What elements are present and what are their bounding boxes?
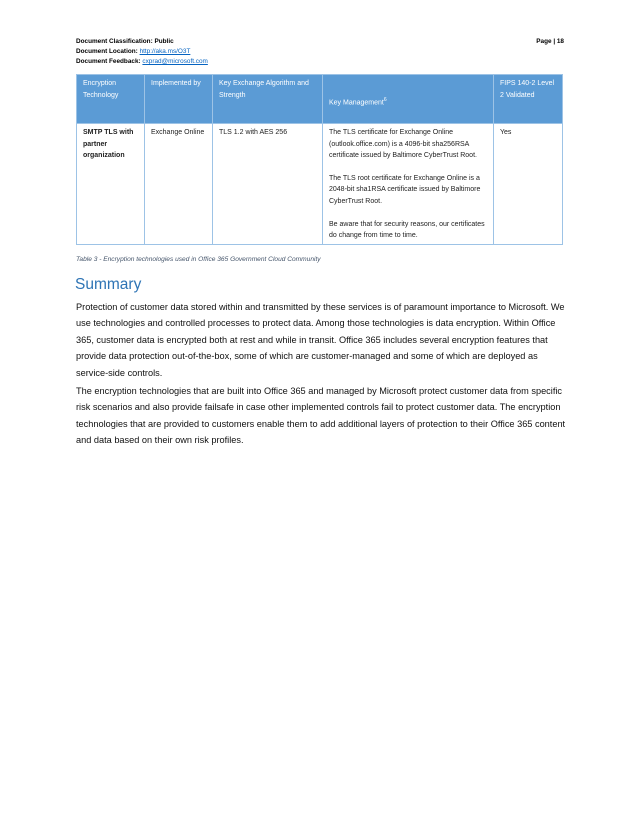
location-line: Document Location: http://aka.ms/O3T xyxy=(76,48,191,55)
summary-paragraph-1: Protection of customer data stored within and transmitted by these services is of paramount importance to Microsoft. We use technologies and controlled processes to protect data. Among those technologies is data encryption. Within Office 365, customer data is encrypted both at rest and while in transit. Office 365 includes several encryption features that provide data protection out-of-the-box, some of which are customer-managed and some of which are deployed as service-side controls. xyxy=(76,302,565,378)
cell-key-management xyxy=(323,124,494,245)
classification-line: Document Classification: Public xyxy=(76,38,174,45)
header-technology: Encryption Technology xyxy=(77,75,145,124)
footnote-marker: 6 xyxy=(383,97,387,104)
encryption-table xyxy=(76,74,563,245)
header-fips: FIPS 140-2 Level 2 Validated xyxy=(494,75,563,124)
cell-implemented-by: Exchange Online xyxy=(145,124,213,245)
key-management-para-2: The TLS root certificate for Exchange Online is a 2048-bit sha1RSA certificate issued by Baltimore CyberTrust Root. xyxy=(329,174,481,205)
table-header-row xyxy=(77,75,563,124)
key-management-para-3: Be aware that for security reasons, our certificates do change from time to time. xyxy=(329,220,485,240)
summary-heading: Summary xyxy=(75,276,142,293)
feedback-link[interactable]: cxprad@microsoft.com xyxy=(142,58,208,65)
document-header xyxy=(76,37,564,67)
header-key-exchange: Key Exchange Algorithm and Strength xyxy=(213,75,323,124)
table-caption: Table 3 - Encryption technologies used in Office 365 Government Cloud Community xyxy=(76,256,321,263)
table-row xyxy=(77,124,563,245)
header-implemented-by: Implemented by xyxy=(145,75,213,124)
location-link[interactable]: http://aka.ms/O3T xyxy=(139,48,191,55)
header-key-management: Key Management$^6$ xyxy=(323,75,494,124)
key-management-para-1: The TLS certificate for Exchange Online (outlook.office.com) is a 4096-bit sha256RSA certificate issued by Baltimore CyberTrust Root. xyxy=(329,129,477,160)
cell-fips: Yes xyxy=(494,124,563,245)
summary-paragraph-2: The encryption technologies that are built into Office 365 and managed by Microsoft protect customer data from specific risk scenarios and also provide failsafe in case other implemented controls fail to protect customer data. The encryption technologies that are provided to customers enable them to add additional layers of protection to their Office 365 content and data based on their own risk profiles. xyxy=(76,386,566,446)
feedback-line: Document Feedback: cxprad@microsoft.com xyxy=(76,58,208,65)
page-number: Page | 18 xyxy=(536,38,564,45)
cell-technology: SMTP TLS with partner organization xyxy=(77,124,145,245)
cell-key-exchange: TLS 1.2 with AES 256 xyxy=(213,124,323,245)
